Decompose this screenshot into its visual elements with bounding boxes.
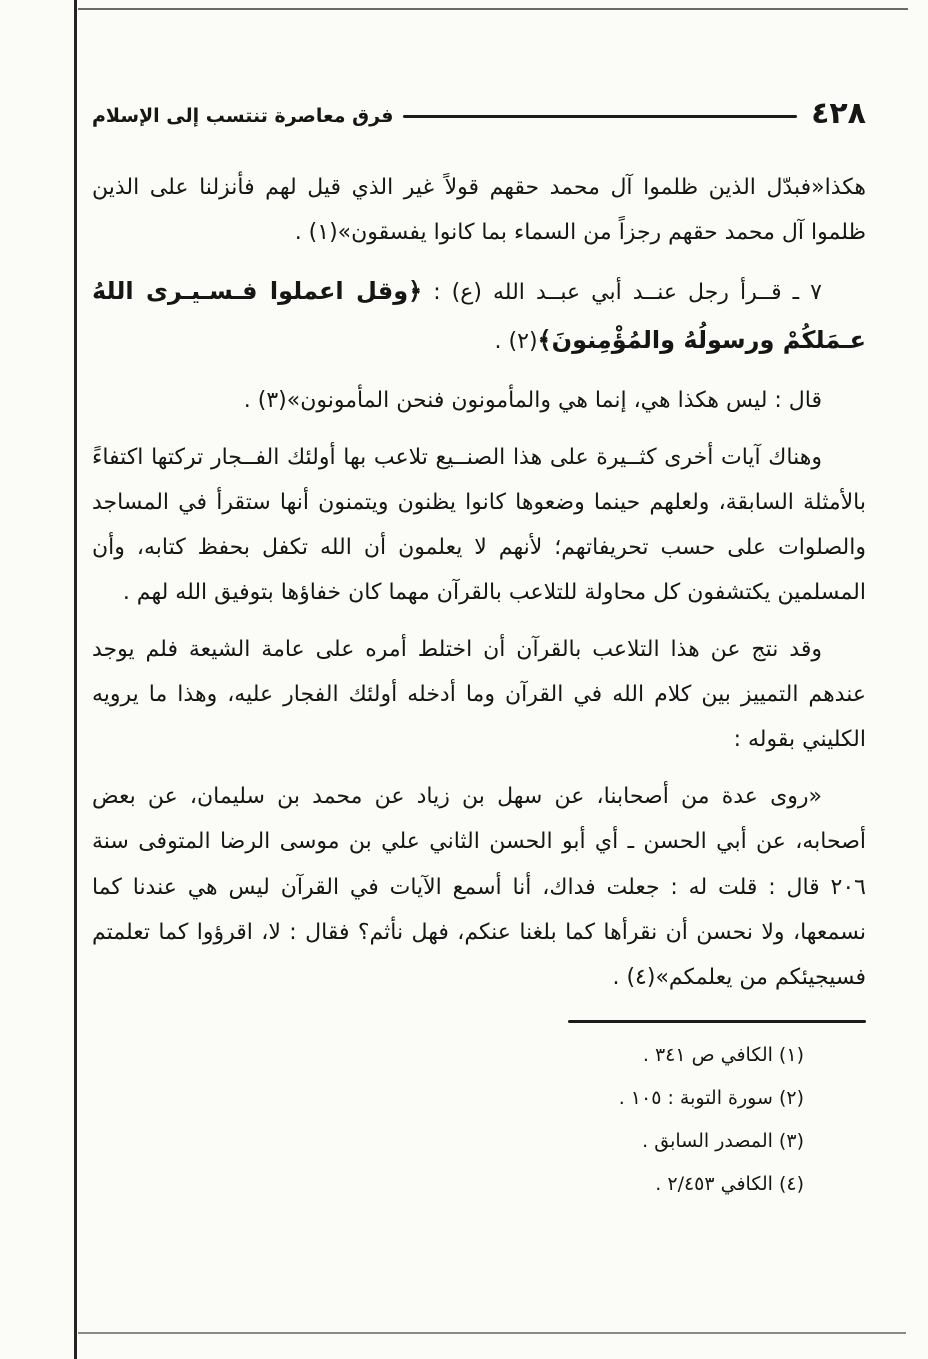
verse-footnote-marker: (٢) . <box>494 329 538 355</box>
scan-border-top <box>78 8 908 10</box>
scan-border-bottom <box>78 1332 906 1334</box>
paragraph-narration: «روى عدة من أصحابنا، عن سهل بن زياد عن محمد بن سليمان، عن بعض أصحابه، عن أبي الحسن ـ أي أبو الحسن الثاني علي بن موسى الرضا المتوفى سنة ٢٠٦ قال : قلت له : جعلت فداك، أنا أسمع الآيات في القرآن ليس هي عندنا كما نسمعها، ولا نحسن أن نقرأها كما بلغنا عنكم، فهل نأثم؟ فقال : لا، اقرؤوا كما تعلمتم فسيجيئكم من يعلمكم»(٤) . <box>92 784 866 990</box>
footnote-2: (٢) سورة التوبة : ١٠٥ . <box>618 1086 804 1109</box>
quran-verse: ﴿وقل اعملوا فـسـيـرى اللهُ عـمَلكُمْ ورسولُهُ والمُؤْمِنونَ﴾ <box>92 277 866 355</box>
footnote-3: (٣) المصدر السابق . <box>642 1129 804 1152</box>
page-header <box>92 96 866 131</box>
paragraph-commentary-2: وقد نتج عن هذا التلاعب بالقرآن أن اختلط أمره على عامة الشيعة فلم يوجد عندهم التمييز بين كلام الله في القرآن وما أدخله أولئك الفجار عليه، وهذا ما يرويه الكليني بقوله : <box>92 637 866 753</box>
footnote-1: (١) الكافي ص ٣٤١ . <box>642 1043 804 1066</box>
scan-border-left <box>74 0 77 1359</box>
paragraph-continuation: هكذا«فبدّل الذين ظلموا آل محمد حقهم قولاً غير الذي قيل لهم فأنزلنا على الذين ظلموا آل محمد حقهم رجزاً من السماء بما كانوا يفسقون»(١) . <box>92 175 866 246</box>
paragraph-commentary-1: وهناك آيات أخرى كثــيرة على هذا الصنــيع تلاعب بها أولئك الفــجار تركتها اكتفاءً بالأمثلة السابقة، ولعلهم حينما وضعوها كانوا يظنون ويتمنون أنها ستقرأ في المساجد والصلوات على حسب تحريفاتهم؛ لأنهم لا يعلمون أن الله تكفل بحفظ كتابه، وأن المسلمين يكتشفون كل محاولة للتلاعب بالقرآن مهما كان خفاؤها بتوفيق الله لهم . <box>92 444 866 605</box>
book-title: فرق معاصرة تنتسب إلى الإسلام <box>92 104 394 127</box>
paragraph-verse <box>92 267 866 365</box>
verse-lead: ٧ ـ قــرأ رجل عنــد أبي عبــد الله (ع) : <box>422 280 822 306</box>
footnotes-section <box>92 1037 866 1203</box>
page-number: ٤٢٨ <box>811 96 866 131</box>
footnote-4: (٤) الكافي ٢/٤٥٣ . <box>655 1172 804 1195</box>
footnote-separator <box>568 1020 866 1023</box>
body-text <box>92 165 866 1000</box>
header-rule <box>403 115 797 118</box>
paragraph-qala: قال : ليس هكذا هي، إنما هي والمأمونون فنحن المأمونون»(٣) . <box>243 387 822 413</box>
page-content <box>92 96 866 1209</box>
